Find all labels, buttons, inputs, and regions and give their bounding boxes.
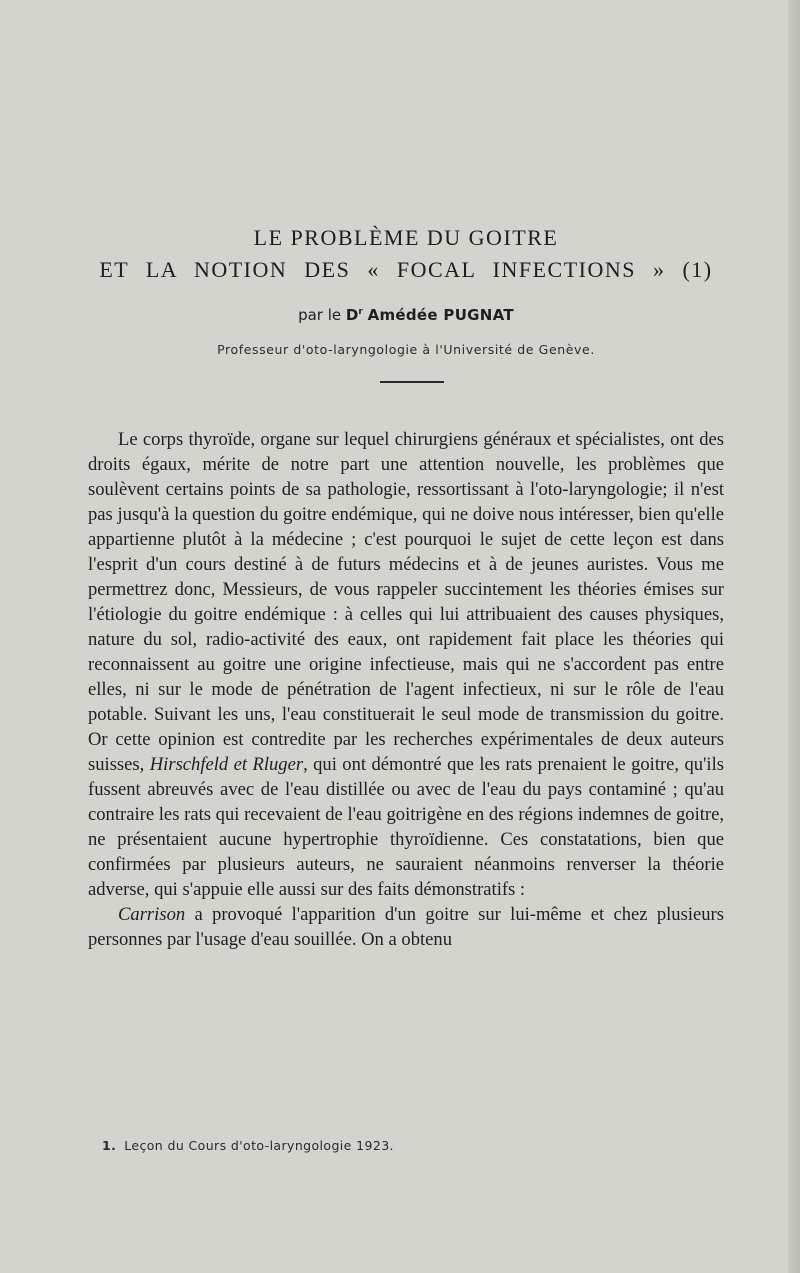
paragraph-2-text: a provoqué l'apparition d'un goitre sur lui-même et chez plusieurs personnes par l'usage d'eau souillée. On a obtenu: [88, 904, 724, 950]
paragraph-1: [88, 427, 724, 902]
page-edge-shadow: [788, 0, 800, 1273]
doctor-title-sup: r: [358, 307, 363, 317]
title-line-2: ET LA NOTION DES « FOCAL INFECTIONS » (1): [99, 257, 713, 282]
paragraph-1-continuation: , qui ont démontré que les rats prenaient le goitre, qu'ils fussent abreuvés avec de l'eau distillée ou avec de l'eau du pays contaminé ; qu'au contraire les rats qui recevaient de l'eau goitrigène en des régions indemnes de goitre, ne présentaient aucune hypertrophie thyroïdienne. Ces constatations, bien que confirmées par plusieurs auteurs, ne sauraient néanmoins renverser la théorie adverse, qui s'appuie elle aussi sur des faits démonstratifs :: [88, 754, 725, 900]
article-title: [88, 222, 724, 286]
footnote-number: 1.: [102, 1138, 117, 1153]
author-name: Amédée PUGNAT: [367, 306, 514, 324]
footnote: [102, 1138, 702, 1153]
doctor-title-letter: D: [345, 306, 359, 324]
title-line-1: LE PROBLÈME DU GOITRE: [253, 225, 559, 250]
author-affiliation: Professeur d'oto-laryngologie à l'Université de Genève.: [217, 342, 595, 357]
footnote-text: Leçon du Cours d'oto-laryngologie 1923.: [124, 1138, 394, 1153]
paragraph-1-text: Le corps thyroïde, organe sur lequel chirurgiens généraux et spécialistes, ont des droits égaux, mérite de notre part une attention nouvelle, les problèmes que soulèvent certains points de sa pathologie, ressortissant à l'oto-laryngologie; il n'est pas jusqu'à la question du goitre endémique, qui ne doive nous intéresser, bien qu'elle appartienne plutôt à la médecine ; c'est pourquoi le sujet de cette leçon est dans l'esprit d'un cours destiné à de futurs médecins et à de jeunes auristes. Vous me permettrez donc, Messieurs, de vous rappeler succintement les théories émises sur l'étiologie du goitre endémique : à celles qui lui attribuaient des causes physiques, nature du sol, radio-activité des eaux, ont rapidement fait place les théories qui reconnaissent au goitre une origine infectieuse, mais qui ne s'accordent pas entre elles, ni sur le mode de pénétration de l'agent infectieux, ni sur le rôle de l'eau potable. Suivant les uns, l'eau constituerait le seul mode de transmission du goitre. Or cette opinion est contredite par les recherches expérimentales de deux auteurs suisses,: [88, 429, 724, 775]
title-separator-rule: [380, 381, 444, 383]
cited-authors: Hirschfeld et Rluger: [149, 754, 304, 775]
cited-author-carrison: Carrison: [118, 904, 186, 925]
byline: [88, 306, 724, 324]
paragraph-2: [88, 902, 724, 952]
byline-prefix: par le: [298, 306, 342, 324]
article-body: [88, 427, 724, 952]
doctor-title: [346, 306, 363, 324]
